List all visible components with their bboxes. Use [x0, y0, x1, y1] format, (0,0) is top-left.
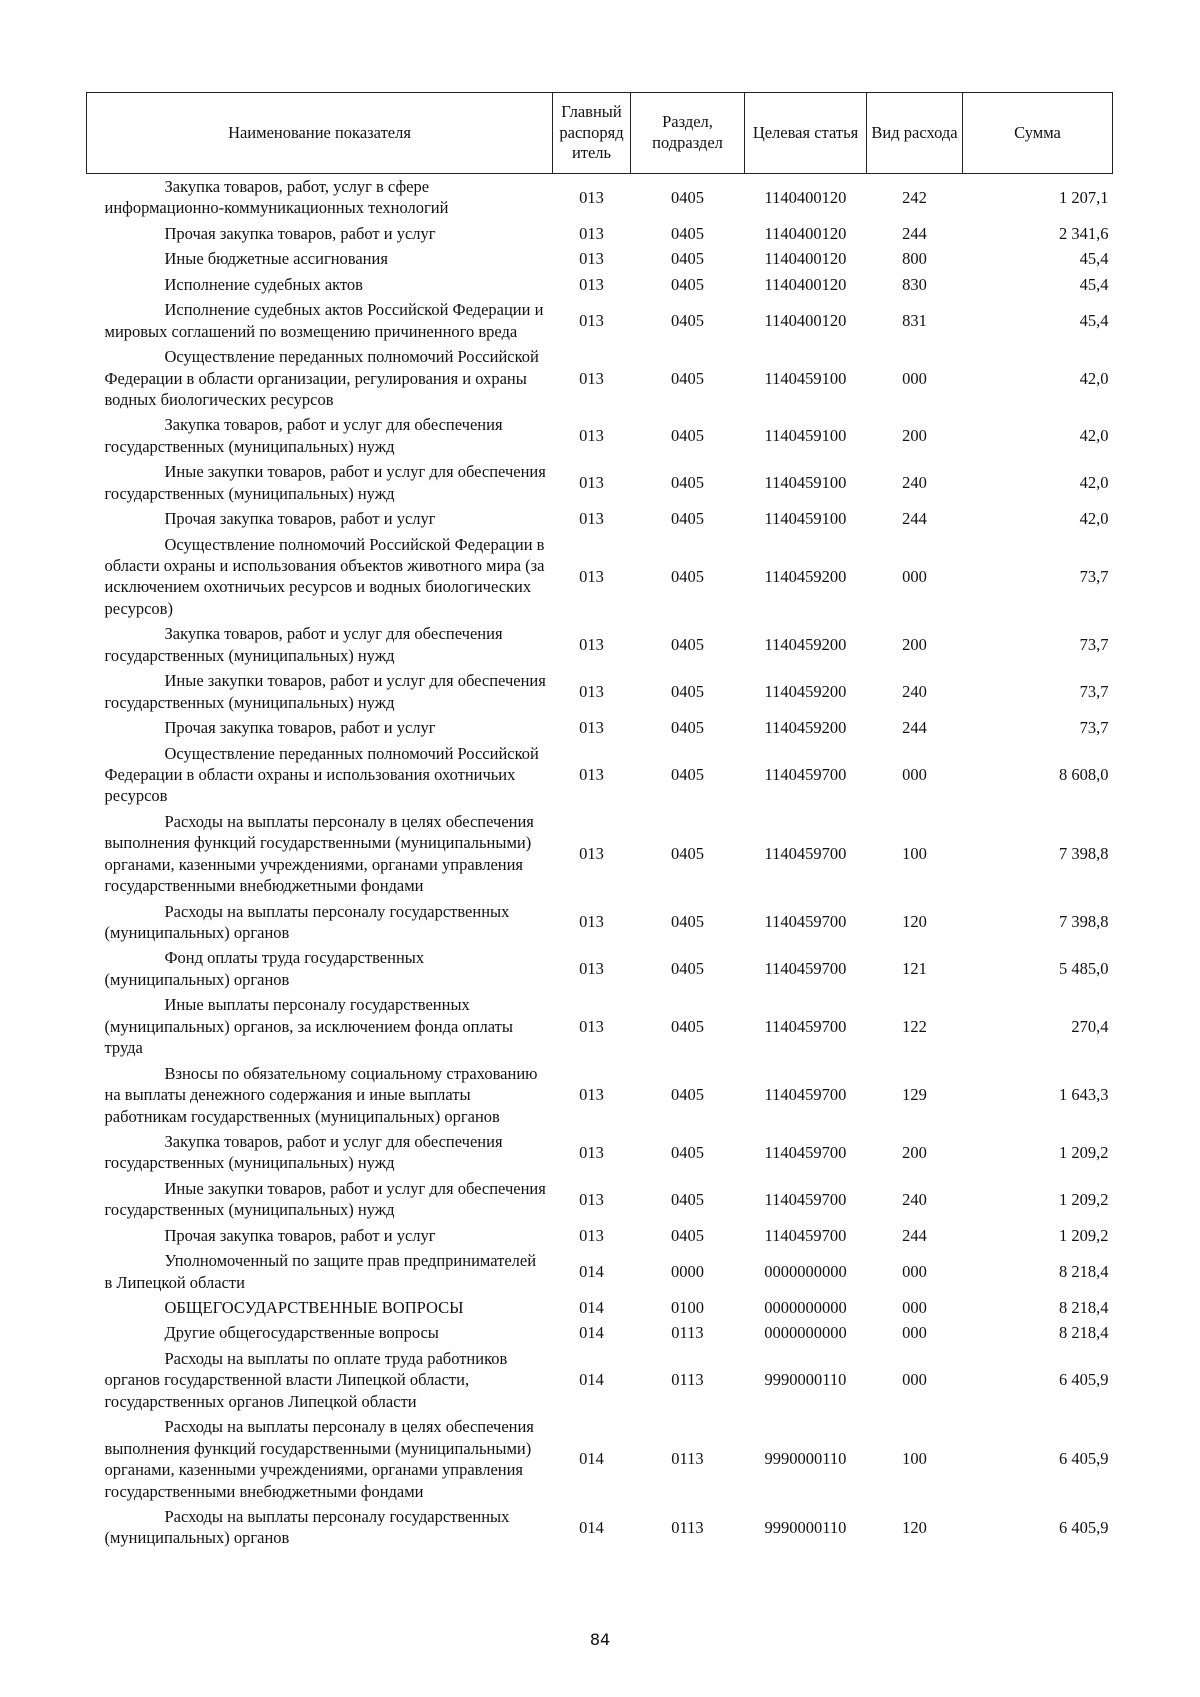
- cell-target: 1140459700: [764, 959, 847, 979]
- cell-exp-type: 000: [902, 368, 927, 388]
- table-row: [87, 1129, 1113, 1176]
- row-name-text: Осуществление переданных полномочий Российской Федерации в области охраны и использования охотничьих ресурсов: [104, 743, 539, 806]
- cell-name: [87, 506, 553, 531]
- row-name-text: Уполномоченный по защите прав предпринимателей в Липецкой области: [104, 1251, 537, 1292]
- cell-name: [87, 899, 553, 946]
- cell-target: 1140459100: [764, 472, 847, 492]
- cell-sum: 42,0: [1079, 426, 1109, 446]
- table-row: [87, 1176, 1113, 1223]
- cell-grbs: 013: [579, 635, 604, 655]
- cell-grbs: 013: [579, 274, 604, 294]
- table-row: [87, 992, 1113, 1060]
- cell-grbs: 013: [579, 426, 604, 446]
- table-row: [87, 1504, 1113, 1551]
- cell-exp-type: 830: [902, 274, 927, 294]
- row-name-text: Исполнение судебных актов: [164, 274, 363, 294]
- cell-section: 0000: [671, 1261, 704, 1281]
- table-row: [87, 1414, 1113, 1504]
- cell-sum: 270,4: [1071, 1016, 1109, 1036]
- table-row: [87, 1295, 1113, 1320]
- table-row: [87, 412, 1113, 459]
- cell-target: 0000000000: [764, 1261, 847, 1281]
- cell-sum: 6 405,9: [1059, 1517, 1109, 1537]
- cell-sum: 73,7: [1079, 635, 1109, 655]
- cell-target: 1140459700: [764, 1189, 847, 1209]
- cell-grbs: 013: [579, 843, 604, 863]
- budget-table: [86, 92, 1113, 1551]
- cell-grbs: 013: [579, 1085, 604, 1105]
- cell-target: 0000000000: [764, 1298, 847, 1317]
- cell-sum: 42,0: [1079, 368, 1109, 388]
- table-row: [87, 621, 1113, 668]
- cell-grbs: 014: [579, 1449, 604, 1469]
- cell-exp-type: 244: [902, 1225, 927, 1245]
- header-section: Раздел, подраздел: [631, 93, 745, 174]
- cell-section: 0405: [671, 223, 704, 243]
- cell-exp-type: 129: [902, 1085, 927, 1105]
- header-target: Целевая статья: [745, 93, 867, 174]
- cell-exp-type: 240: [902, 472, 927, 492]
- cell-section: 0113: [671, 1323, 704, 1343]
- cell-sum: 42,0: [1079, 472, 1109, 492]
- row-name-text: Закупка товаров, работ и услуг для обеспечения государственных (муниципальных) нужд: [104, 1131, 503, 1173]
- table-row: [87, 344, 1113, 412]
- row-name-text: ОБЩЕГОСУДАРСТВЕННЫЕ ВОПРОСЫ: [164, 1298, 464, 1317]
- header-name: Наименование показателя: [87, 93, 553, 174]
- cell-sum: 8 218,4: [1059, 1298, 1109, 1317]
- cell-name: [87, 1176, 553, 1223]
- cell-name: [87, 246, 553, 271]
- cell-sum: 73,7: [1079, 718, 1109, 738]
- cell-grbs: 013: [579, 1225, 604, 1245]
- cell-exp-type: 100: [902, 1449, 927, 1469]
- cell-section: 0100: [671, 1298, 704, 1317]
- header-exp-type: Вид расхода: [867, 93, 963, 174]
- cell-section: 0405: [671, 509, 704, 529]
- row-name-text: Прочая закупка товаров, работ и услуг: [164, 718, 436, 738]
- row-name-text: Прочая закупка товаров, работ и услуг: [164, 1225, 436, 1245]
- cell-name: [87, 297, 553, 344]
- table-row: [87, 715, 1113, 740]
- cell-sum: 2 341,6: [1059, 223, 1109, 243]
- cell-target: 1140459100: [764, 426, 847, 446]
- cell-target: 1140459700: [764, 1225, 847, 1245]
- row-name-text: Расходы на выплаты по оплате труда работников органов государственной власти Липецкой области, государственных органов Липецкой области: [104, 1348, 508, 1411]
- table-row: [87, 272, 1113, 297]
- cell-section: 0405: [671, 1142, 704, 1162]
- cell-grbs: 014: [579, 1261, 604, 1281]
- cell-sum: 6 405,9: [1059, 1370, 1109, 1390]
- cell-sum: 1 209,2: [1059, 1225, 1109, 1245]
- cell-sum: 1 209,2: [1059, 1142, 1109, 1162]
- cell-name: [87, 459, 553, 506]
- cell-target: 1140400120: [764, 249, 847, 269]
- table-row: [87, 741, 1113, 809]
- cell-name: [87, 1129, 553, 1176]
- cell-name: [87, 1504, 553, 1551]
- row-name-text: Иные закупки товаров, работ и услуг для обеспечения государственных (муниципальных) нужд: [104, 462, 546, 503]
- cell-name: [87, 344, 553, 412]
- cell-sum: 45,4: [1079, 274, 1109, 294]
- row-name-text: Расходы на выплаты персоналу в целях обеспечения выполнения функций государственными (муниципальными) органами, казенными учреждениями, органами управления государственными внебюджетными фондами: [104, 811, 534, 896]
- row-name-text: Прочая закупка товаров, работ и услуг: [164, 509, 436, 529]
- cell-name: [87, 668, 553, 715]
- cell-name: [87, 809, 553, 899]
- table-row: [87, 1320, 1113, 1345]
- cell-exp-type: 244: [902, 718, 927, 738]
- cell-sum: 42,0: [1079, 509, 1109, 529]
- cell-grbs: 013: [579, 368, 604, 388]
- table-row: [87, 459, 1113, 506]
- cell-grbs: 013: [579, 912, 604, 932]
- cell-sum: 8 608,0: [1059, 764, 1109, 784]
- cell-grbs: 013: [579, 509, 604, 529]
- cell-section: 0405: [671, 426, 704, 446]
- cell-exp-type: 000: [902, 1261, 927, 1281]
- row-name-text: Фонд оплаты труда государственных (муниципальных) органов: [104, 948, 425, 989]
- cell-grbs: 013: [579, 764, 604, 784]
- cell-grbs: 013: [579, 249, 604, 269]
- cell-exp-type: 244: [902, 223, 927, 243]
- cell-target: 9990000110: [764, 1449, 847, 1469]
- cell-exp-type: 000: [902, 566, 927, 586]
- cell-target: 0000000000: [764, 1323, 847, 1343]
- cell-target: 1140459200: [764, 635, 847, 655]
- cell-name: [87, 1320, 553, 1345]
- cell-sum: 8 218,4: [1059, 1323, 1109, 1343]
- cell-exp-type: 000: [902, 1370, 927, 1390]
- cell-target: 9990000110: [764, 1517, 847, 1537]
- cell-sum: 73,7: [1079, 681, 1109, 701]
- cell-target: 1140459700: [764, 764, 847, 784]
- cell-target: 9990000110: [764, 1370, 847, 1390]
- cell-name: [87, 221, 553, 246]
- cell-name: [87, 1295, 553, 1320]
- row-name-text: Иные закупки товаров, работ и услуг для обеспечения государственных (муниципальных) нужд: [104, 1178, 546, 1220]
- cell-grbs: 014: [579, 1298, 604, 1317]
- cell-exp-type: 240: [902, 1189, 927, 1209]
- page-number: 84: [589, 1630, 611, 1649]
- cell-exp-type: 200: [902, 1142, 927, 1162]
- row-name-text: Иные закупки товаров, работ и услуг для обеспечения государственных (муниципальных) нужд: [104, 671, 546, 712]
- cell-name: [87, 1223, 553, 1248]
- cell-grbs: 013: [579, 187, 604, 207]
- cell-target: 1140459100: [764, 368, 847, 388]
- cell-section: 0405: [671, 912, 704, 932]
- cell-name: [87, 715, 553, 740]
- cell-target: 1140400120: [764, 223, 847, 243]
- cell-section: 0405: [671, 681, 704, 701]
- cell-sum: 45,4: [1079, 249, 1109, 269]
- cell-section: 0405: [671, 959, 704, 979]
- cell-name: [87, 272, 553, 297]
- cell-name: [87, 532, 553, 622]
- cell-exp-type: 000: [902, 1298, 927, 1317]
- cell-target: 1140459200: [764, 566, 847, 586]
- cell-name: [87, 412, 553, 459]
- cell-name: [87, 174, 553, 221]
- table-row: [87, 899, 1113, 946]
- row-name-text: Взносы по обязательному социальному страхованию на выплаты денежного содержания и иные выплаты работникам государственных (муниципальных) органов: [104, 1063, 538, 1126]
- cell-grbs: 013: [579, 1016, 604, 1036]
- cell-sum: 1 643,3: [1059, 1085, 1109, 1105]
- cell-name: [87, 621, 553, 668]
- cell-grbs: 013: [579, 718, 604, 738]
- cell-grbs: 013: [579, 310, 604, 330]
- cell-section: 0405: [671, 368, 704, 388]
- cell-exp-type: 200: [902, 635, 927, 655]
- cell-grbs: 014: [579, 1323, 604, 1343]
- cell-sum: 1 209,2: [1059, 1189, 1109, 1209]
- row-name-text: Другие общегосударственные вопросы: [164, 1323, 439, 1343]
- cell-section: 0405: [671, 635, 704, 655]
- cell-exp-type: 831: [902, 310, 927, 330]
- row-name-text: Осуществление полномочий Российской Федерации в области охраны и использования объектов животного мира (за исключением охотничьих ресурсов и водных биологических ресурсов): [104, 534, 545, 618]
- row-name-text: Расходы на выплаты персоналу в целях обеспечения выполнения функций государственными (муниципальными) органами, казенными учреждениями, органами управления государственными внебюджетными фондами: [104, 1417, 534, 1501]
- table-row: [87, 297, 1113, 344]
- cell-target: 1140459200: [764, 681, 847, 701]
- row-name-text: Прочая закупка товаров, работ и услуг: [164, 223, 436, 243]
- cell-target: 1140400120: [764, 187, 847, 207]
- table-row: [87, 221, 1113, 246]
- cell-sum: 7 398,8: [1059, 912, 1109, 932]
- cell-section: 0113: [671, 1370, 704, 1390]
- row-name-text: Осуществление переданных полномочий Российской Федерации в области организации, регулирования и охраны водных биологических ресурсов: [104, 347, 539, 409]
- cell-exp-type: 122: [902, 1016, 927, 1036]
- table-row: [87, 945, 1113, 992]
- cell-grbs: 013: [579, 223, 604, 243]
- cell-name: [87, 945, 553, 992]
- row-name-text: Исполнение судебных актов Российской Федерации и мировых соглашений по возмещению причиненного вреда: [104, 300, 544, 341]
- cell-exp-type: 000: [902, 764, 927, 784]
- row-name-text: Расходы на выплаты персоналу государственных (муниципальных) органов: [104, 1506, 510, 1548]
- header-sum: Сумма: [963, 93, 1113, 174]
- cell-section: 0405: [671, 274, 704, 294]
- row-name-text: Закупка товаров, работ и услуг для обеспечения государственных (муниципальных) нужд: [104, 415, 503, 456]
- row-name-text: Закупка товаров, работ и услуг для обеспечения государственных (муниципальных) нужд: [104, 624, 503, 665]
- cell-section: 0405: [671, 764, 704, 784]
- cell-section: 0405: [671, 187, 704, 207]
- row-name-text: Иные бюджетные ассигнования: [164, 249, 388, 269]
- table-row: [87, 668, 1113, 715]
- cell-section: 0405: [671, 718, 704, 738]
- cell-target: 1140400120: [764, 310, 847, 330]
- row-name-text: Закупка товаров, работ, услуг в сфере информационно-коммуникационных технологий: [104, 177, 449, 218]
- cell-sum: 7 398,8: [1059, 843, 1109, 863]
- cell-name: [87, 1061, 553, 1129]
- cell-section: 0405: [671, 1016, 704, 1036]
- cell-target: 1140459700: [764, 1142, 847, 1162]
- cell-section: 0405: [671, 249, 704, 269]
- cell-exp-type: 242: [902, 187, 927, 207]
- cell-section: 0405: [671, 310, 704, 330]
- cell-sum: 6 405,9: [1059, 1449, 1109, 1469]
- header-grbs: Главный распоряд итель: [553, 93, 631, 174]
- table-row: [87, 246, 1113, 271]
- table-header: [87, 93, 1113, 174]
- cell-section: 0405: [671, 843, 704, 863]
- table-row: [87, 1061, 1113, 1129]
- cell-grbs: 013: [579, 959, 604, 979]
- table-row: [87, 506, 1113, 531]
- cell-section: 0405: [671, 1085, 704, 1105]
- cell-grbs: 014: [579, 1517, 604, 1537]
- cell-target: 1140459100: [764, 509, 847, 529]
- cell-target: 1140459700: [764, 843, 847, 863]
- table-row: [87, 174, 1113, 221]
- cell-section: 0405: [671, 1189, 704, 1209]
- cell-name: [87, 1414, 553, 1504]
- cell-exp-type: 800: [902, 249, 927, 269]
- cell-target: 1140459700: [764, 1016, 847, 1036]
- cell-exp-type: 121: [902, 959, 927, 979]
- cell-name: [87, 1248, 553, 1295]
- cell-name: [87, 1346, 553, 1414]
- table-row: [87, 532, 1113, 622]
- cell-grbs: 013: [579, 1142, 604, 1162]
- table-body: [87, 174, 1113, 1551]
- cell-exp-type: 000: [902, 1323, 927, 1343]
- cell-exp-type: 120: [902, 1517, 927, 1537]
- cell-grbs: 013: [579, 472, 604, 492]
- row-name-text: Расходы на выплаты персоналу государственных (муниципальных) органов: [104, 901, 510, 942]
- cell-sum: 73,7: [1079, 566, 1109, 586]
- cell-section: 0405: [671, 472, 704, 492]
- cell-target: 1140459700: [764, 1085, 847, 1105]
- cell-section: 0113: [671, 1449, 704, 1469]
- cell-exp-type: 100: [902, 843, 927, 863]
- cell-exp-type: 120: [902, 912, 927, 932]
- cell-exp-type: 244: [902, 509, 927, 529]
- cell-sum: 1 207,1: [1059, 187, 1109, 207]
- cell-grbs: 014: [579, 1370, 604, 1390]
- cell-name: [87, 741, 553, 809]
- table-row: [87, 1346, 1113, 1414]
- cell-target: 1140400120: [764, 274, 847, 294]
- cell-grbs: 013: [579, 681, 604, 701]
- cell-exp-type: 240: [902, 681, 927, 701]
- cell-sum: 45,4: [1079, 310, 1109, 330]
- cell-section: 0405: [671, 566, 704, 586]
- cell-sum: 5 485,0: [1059, 959, 1109, 979]
- cell-grbs: 013: [579, 1189, 604, 1209]
- cell-section: 0405: [671, 1225, 704, 1245]
- cell-section: 0113: [671, 1517, 704, 1537]
- row-name-text: Иные выплаты персоналу государственных (муниципальных) органов, за исключением фонда оплаты труда: [104, 995, 513, 1058]
- table-row: [87, 809, 1113, 899]
- cell-target: 1140459700: [764, 912, 847, 932]
- cell-sum: 8 218,4: [1059, 1261, 1109, 1281]
- cell-name: [87, 992, 553, 1060]
- cell-grbs: 013: [579, 566, 604, 586]
- cell-exp-type: 200: [902, 426, 927, 446]
- table-row: [87, 1223, 1113, 1248]
- cell-target: 1140459200: [764, 718, 847, 738]
- table-row: [87, 1248, 1113, 1295]
